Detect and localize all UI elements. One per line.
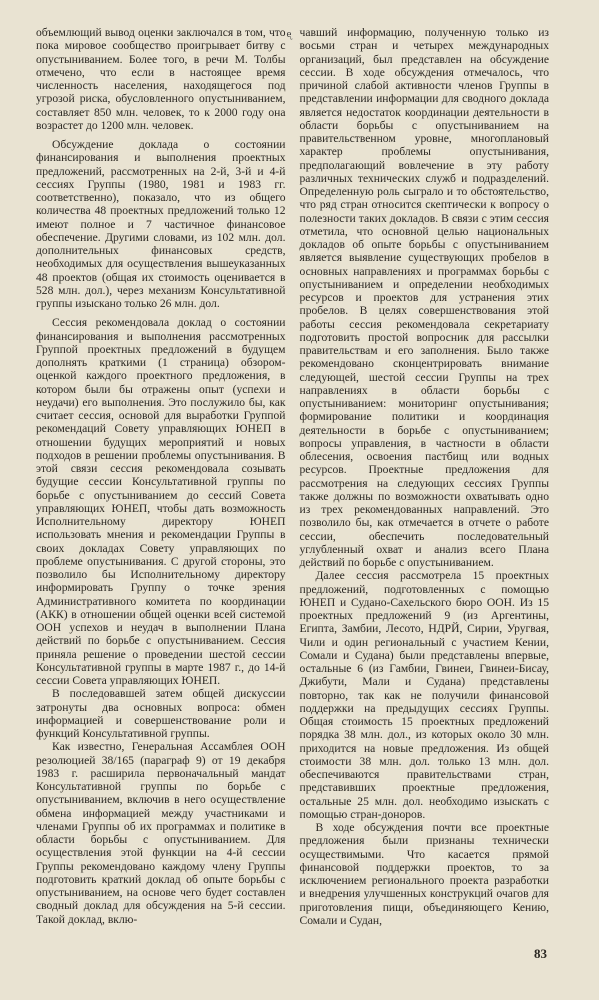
two-column-body (36, 26, 549, 927)
page-number: 83 (534, 946, 547, 961)
left-column (36, 26, 286, 927)
margin-mark: ᶒ (286, 28, 292, 40)
paragraph: В ходе обсуждения почти все проектные предложения были признаны технически осуществимыми. Что касается прямой финансовой поддержки проектов, то за исключением регионального проекта разработки и внедрения улучшенных конструкций очагов для приготовления пищи, объединяющего Кению, Сомали и Судан, (299, 821, 549, 927)
paragraph: Как известно, Генеральная Ассамблея ООН резолюцией 38/165 (параграф 9) от 19 декабря 1983 г. расширила первоначальный мандат Консультативной группы по борьбе с опустыниванием, включив в него осуществление обмена информацией между участниками и членами Группы об их программах и политике в области борьбы с опустыниванием. Для осуществления этой функции на 4-й сессии Группы рекомендовано каждому члену Группы подготовить краткий доклад об опыте борьбы с опустыниванием, на основе чего будет составлен сводный доклад для обсуждения на 5-й сессии. Такой доклад, вклю- (36, 740, 286, 926)
paragraph-continued: чавший информацию, полученную только из восьми стран и четырех международных организаций, был представлен на обсуждение сессии. В ходе обсуждения отмечалось, что причиной слабой активности членов Группы в представлении информации для сводного доклада является недостаток координации деятельности в области борьбы с опустыниванием на правительственном уровне, многоплановый характер проблемы опустынивания, предполагающий вовлечение в эту работу различных технических служб и подразделений. Определенную роль сыграло и то обстоятельство, что ряд стран относится скептически к вопросу о полезности таких докладов. В связи с этим сессия отметила, что основной целью национальных докладов об опыте борьбы с опустыниванием является выявление существующих пробелов в основных направлениях и программах борьбы с опустыниванием и определении необходимых ресурсов и проектов для устранения этих пробелов. В целях совершенствования этой работы сессия рекомендовала секретариату подготовить простой вопросник для рассылки правительствам и его заполнения. Было также рекомендовано сконцентрировать внимание следующей, шестой сессии Группы на трех направлениях в области борьбы с опустыниванием: мониторинг опустынивания; формирование политики и координация деятельности в борьбе с опустыниванием; вопросы управления, в частности в области облесения, освоения пастбищ или водных ресурсов. Проектные предложения для рассмотрения на следующих сессиях Группы также должны по возможности охватывать одно из трех рекомендованных направлений. Это позволило бы, как отмечается в отчете о работе сессии, обеспечить последовательный углубленный охват и анализ всего Плана действий по борьбе с опустыниванием. (299, 26, 549, 569)
paragraph: В последовавшей затем общей дискуссии затронуты два основных вопроса: обмен информацией и совершенствование роли и функций Консультативной группы. (36, 687, 286, 740)
right-column (286, 26, 550, 927)
paragraph: Сессия рекомендовала доклад о состоянии финансирования и выполнения рассмотренных Группой проектных предложений в будущем дополнять краткими (1 страница) обзором-оценкой каждого проектного предложения, в котором были бы отражены опыт (успехи и неудачи) его выполнения. Это послужило бы, как считает сессия, основой для выработки Группой рекомендаций Совету управляющих ЮНЕП в отношении будущих мероприятий и новых подходов в решении проблемы опустынивания. В этой связи сессия рекомендовала созывать будущие сессии Консультативной группы по борьбе с опустыниванием до сессий Совета управляющих ЮНЕП, чтобы дать возможность Исполнительному директору ЮНЕП использовать мнения и рекомендации Группы в своих докладах Совету управляющих по проблеме опустынивания. С другой стороны, это позволило бы Исполнительному директору информировать Группу о точке зрения Административного комитета по координации (АКК) в отношении общей оценки всей системой ООН успехов и неудач в выполнении Плана действий по борьбе с опустыниванием. Сессия приняла решение о проведении шестой сессии Консультативной группы в марте 1987 г., до 14-й сессии Совета управляющих ЮНЕП. (36, 316, 286, 687)
paragraph: Далее сессия рассмотрела 15 проектных предложений, подготовленных с помощью ЮНЕП и Судано-Сахельского бюро ООН. Из 15 проектных предложений 9 (из Аргентины, Египта, Замбии, Лесото, НДРЙ, Сирии, Уругвая, Чили и один региональный с участием Кении, Сомали и Судана) были представлены впервые, остальные 6 (из Гамбии, Гвинеи, Гвинеи-Бисау, Джибути, Мали и Судана) представлены повторно, так как не получили финансовой поддержки на предыдущих сессиях Группы. Общая стоимость 15 проектных предложений порядка 38 млн. дол., из которых около 30 млн. приходится на новые предложения. Из общей стоимости 38 млн. дол. только 13 млн. дол. обеспечиваются правительствами стран, представивших проектные предложения, остальные 25 млн. дол. необходимо изыскать с помощью стран-доноров. (299, 569, 549, 821)
paragraph-continued: объемлющий вывод оценки заключался в том, что пока мировое сообщество проигрывает битву с опустыниванием. Более того, в речи М. Толбы отмечено, что если в настоящее время численность населения, находящегося под угрозой риска, обусловленного опустыниванием, составляет 850 млн. человек, то к 2000 году она возрастет до 1200 млн. человек. (36, 26, 286, 132)
paragraph: Обсуждение доклада о состоянии финансирования и выполнения проектных предложений, рассмотренных на 2-й, 3-й и 4-й сессиях Группы (1980, 1981 и 1983 гг. соответственно), показало, что из общего количества 48 проектных предложений только 12 имеют полное и 7 частичное финансовое обеспечение. Другими словами, из 102 млн. дол. дополнительных финансовых средств, необходимых для осуществления вышеуказанных 48 проектов (общая их стоимость оценивается в 528 млн. дол.), через механизм Консультативной группы изыскано только 26 млн. дол. (36, 138, 286, 310)
